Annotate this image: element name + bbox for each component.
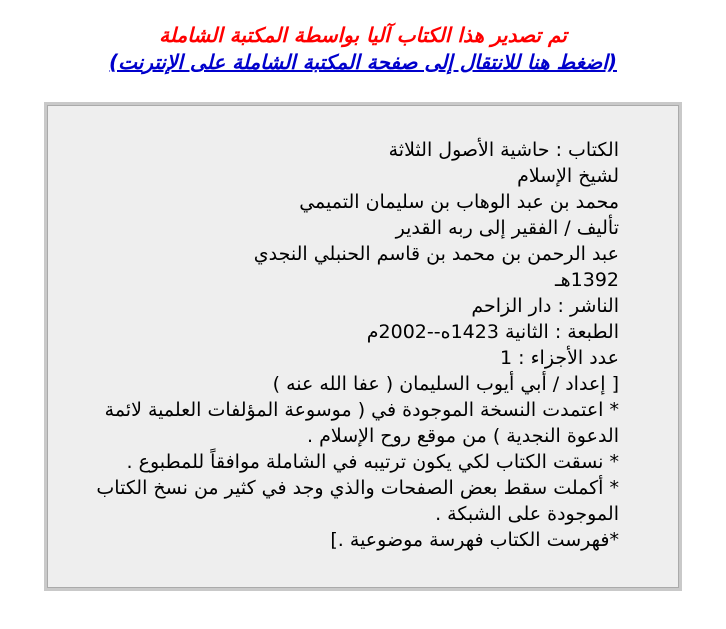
book-publisher-line: الناشر : دار الزاحم [471,295,619,317]
book-preparer-line: [ إعداد / أبي أيوب السليمان ( عفا الله عنه ) [272,373,619,395]
book-edition-line: الطبعة : الثانية 1423ه--2002م [366,321,619,343]
export-notice: تم تصدير هذا الكتاب آليا بواسطة المكتبة الشاملة [159,23,567,47]
book-info-text [53,137,619,553]
book-author-year-line: 1392هـ [555,269,619,291]
library-website-link[interactable]: (اضغط هنا للانتقال إلى صفحة المكتبة الشاملة على الإنترنت) [109,50,617,74]
book-volumes-line: عدد الأجزاء : 1 [500,347,619,369]
page-header [0,0,726,77]
book-attribution-line: لشيخ الإسلام [517,165,619,187]
book-title-line: الكتاب : حاشية الأصول الثلاثة [388,139,619,161]
book-source-note: * اعتمدت النسخة الموجودة في ( موسوعة المؤلفات العلمية لائمة الدعوة النجدية ) من موقع روح الإسلام . [104,399,619,447]
book-index-note: *فهرست الكتاب فهرسة موضوعية .] [330,529,619,551]
book-authorship-line: تأليف / الفقير إلى ربه القدير [395,217,619,239]
book-completion-note: * أكملت سقط بعض الصفحات والذي وجد في كثير من نسخ الكتاب الموجودة على الشبكة . [96,477,619,525]
book-info-card [44,102,682,591]
book-author-name-line: عبد الرحمن بن محمد بن قاسم الحنبلي النجدي [253,243,619,265]
book-formatting-note: * نسقت الكتاب لكي يكون ترتيبه في الشاملة موافقاً للمطبوع . [126,451,619,473]
book-original-author-line: محمد بن عبد الوهاب بن سليمان التميمي [299,191,619,213]
